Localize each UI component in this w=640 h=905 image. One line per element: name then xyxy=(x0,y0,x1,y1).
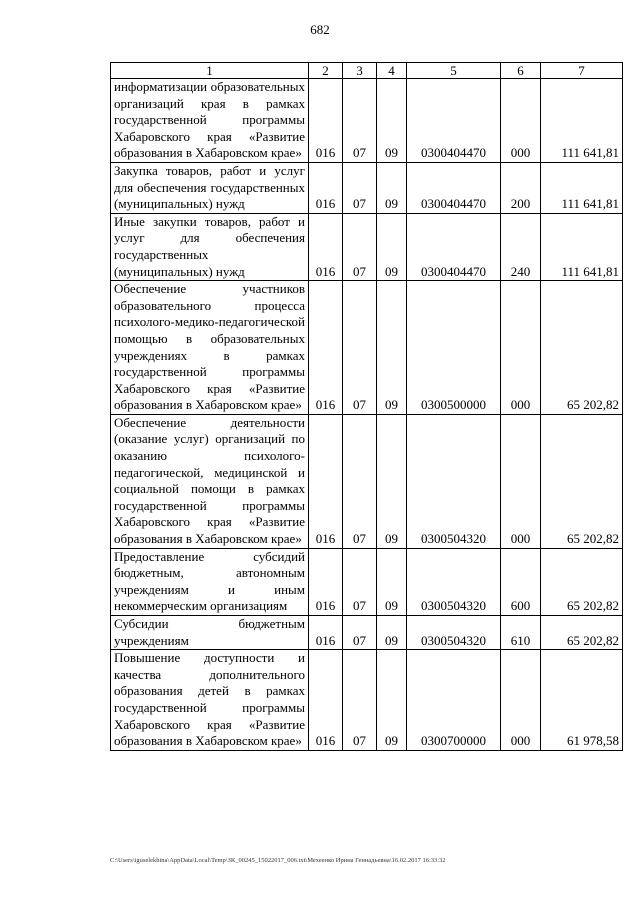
table-row xyxy=(111,616,623,650)
column-header-1: 1 xyxy=(111,63,309,79)
table-row xyxy=(111,414,623,548)
row-amount: 61 978,58 xyxy=(541,650,623,751)
row-subsection: 09 xyxy=(377,281,407,415)
row-name: Предоставление субсидий бюджетным, автономным учреждениям и иным некоммерческим организациям xyxy=(111,548,309,615)
row-expense-type: 610 xyxy=(501,616,541,650)
row-admin-code: 016 xyxy=(309,162,343,213)
column-header-7: 7 xyxy=(541,63,623,79)
row-section: 07 xyxy=(343,79,377,163)
row-amount: 111 641,81 xyxy=(541,213,623,280)
row-name: информатизации образовательных организаций края в рамках государственной программы Хабаровского края «Развитие образования в Хабаровском крае» xyxy=(111,79,309,163)
row-admin-code: 016 xyxy=(309,79,343,163)
row-name: Повышение доступности и качества дополнительного образования детей в рамках государственной программы Хабаровского края «Развитие образования в Хабаровском крае» xyxy=(111,650,309,751)
row-expense-type: 000 xyxy=(501,281,541,415)
row-subsection: 09 xyxy=(377,616,407,650)
row-amount: 111 641,81 xyxy=(541,79,623,163)
table-row xyxy=(111,650,623,751)
row-target-article: 0300404470 xyxy=(407,79,501,163)
row-subsection: 09 xyxy=(377,650,407,751)
row-target-article: 0300404470 xyxy=(407,162,501,213)
table-row xyxy=(111,79,623,163)
row-section: 07 xyxy=(343,414,377,548)
row-amount: 65 202,82 xyxy=(541,616,623,650)
table-row xyxy=(111,162,623,213)
table-row xyxy=(111,281,623,415)
row-subsection: 09 xyxy=(377,213,407,280)
row-expense-type: 000 xyxy=(501,79,541,163)
row-target-article: 0300504320 xyxy=(407,616,501,650)
row-subsection: 09 xyxy=(377,414,407,548)
table-header-row xyxy=(111,63,623,79)
row-expense-type: 000 xyxy=(501,414,541,548)
row-amount: 65 202,82 xyxy=(541,281,623,415)
row-amount: 65 202,82 xyxy=(541,414,623,548)
row-amount: 111 641,81 xyxy=(541,162,623,213)
row-name: Обеспечение участников образовательного процесса психолого-медико-педагогической помощью в образовательных учреждениях в рамках государственной программы Хабаровского края «Развитие образования в Хабаровском крае» xyxy=(111,281,309,415)
row-section: 07 xyxy=(343,650,377,751)
row-target-article: 0300500000 xyxy=(407,281,501,415)
row-expense-type: 600 xyxy=(501,548,541,615)
row-admin-code: 016 xyxy=(309,414,343,548)
budget-table xyxy=(110,62,623,751)
row-target-article: 0300700000 xyxy=(407,650,501,751)
row-name: Иные закупки товаров, работ и услуг для обеспечения государственных (муниципальных) нужд xyxy=(111,213,309,280)
row-name: Субсидии бюджетным учреждениям xyxy=(111,616,309,650)
row-target-article: 0300404470 xyxy=(407,213,501,280)
column-header-2: 2 xyxy=(309,63,343,79)
row-expense-type: 200 xyxy=(501,162,541,213)
row-section: 07 xyxy=(343,616,377,650)
footer-file-path: C:\Users\iguselekhina\AppData\Local\Temp\ЗК_00245_15022017_006.txt\Мехеенко Ирина Геннадьевна\16.02.2017 16:33:32 xyxy=(110,857,446,864)
row-section: 07 xyxy=(343,548,377,615)
column-header-5: 5 xyxy=(407,63,501,79)
row-expense-type: 000 xyxy=(501,650,541,751)
column-header-3: 3 xyxy=(343,63,377,79)
column-header-6: 6 xyxy=(501,63,541,79)
row-section: 07 xyxy=(343,213,377,280)
row-subsection: 09 xyxy=(377,162,407,213)
row-name: Закупка товаров, работ и услуг для обеспечения государственных (муниципальных) нужд xyxy=(111,162,309,213)
table-body xyxy=(111,79,623,751)
row-admin-code: 016 xyxy=(309,650,343,751)
row-admin-code: 016 xyxy=(309,281,343,415)
row-admin-code: 016 xyxy=(309,213,343,280)
row-admin-code: 016 xyxy=(309,616,343,650)
row-expense-type: 240 xyxy=(501,213,541,280)
table-row xyxy=(111,213,623,280)
row-name: Обеспечение деятельности (оказание услуг) организаций по оказанию психолого-педагогической, медицинской и социальной помощи в рамках государственной программы Хабаровского края «Развитие образования в Хабаровском крае» xyxy=(111,414,309,548)
row-target-article: 0300504320 xyxy=(407,414,501,548)
row-amount: 65 202,82 xyxy=(541,548,623,615)
row-admin-code: 016 xyxy=(309,548,343,615)
row-subsection: 09 xyxy=(377,79,407,163)
row-section: 07 xyxy=(343,162,377,213)
row-target-article: 0300504320 xyxy=(407,548,501,615)
column-header-4: 4 xyxy=(377,63,407,79)
row-subsection: 09 xyxy=(377,548,407,615)
table-row xyxy=(111,548,623,615)
row-section: 07 xyxy=(343,281,377,415)
page-number: 682 xyxy=(310,22,330,37)
